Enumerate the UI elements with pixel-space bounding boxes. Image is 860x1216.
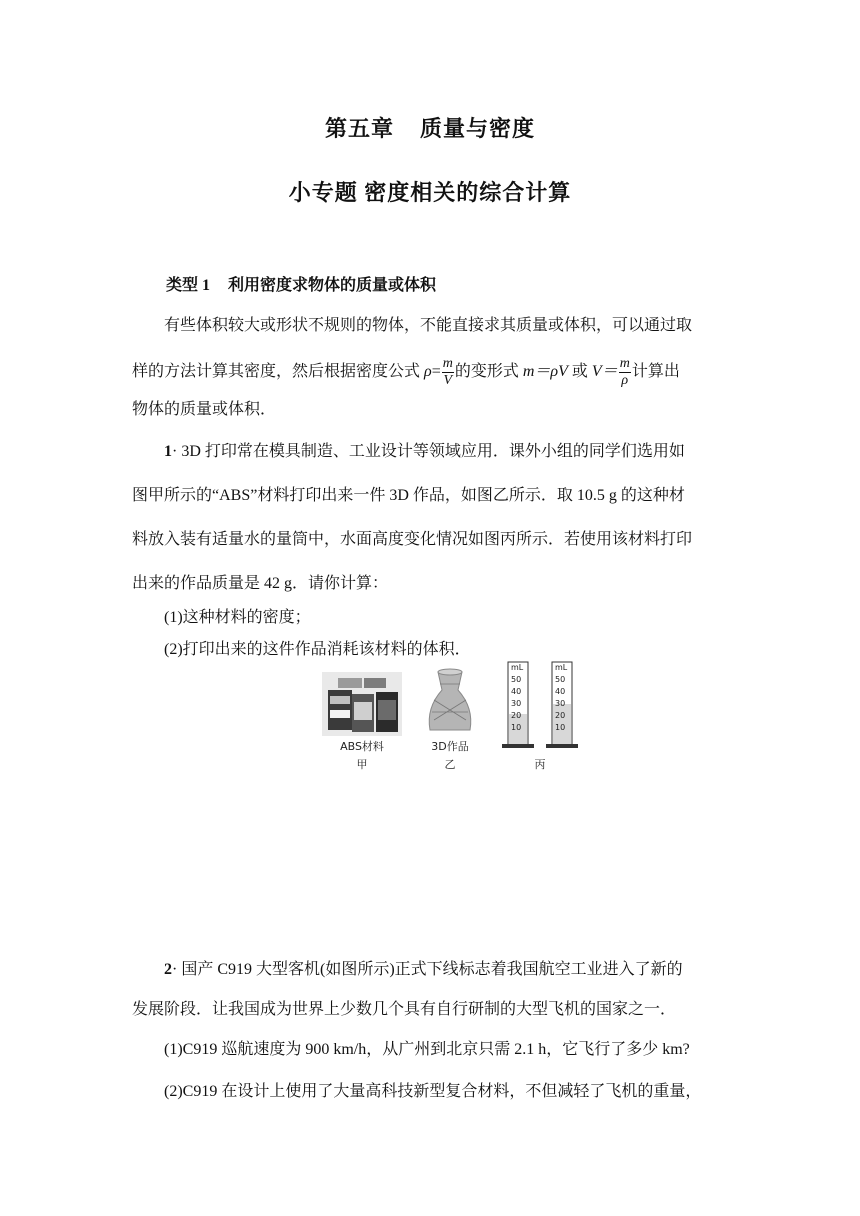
cylinder-right-tick-50: 50: [555, 675, 566, 684]
q1-line-4: 出来的作品质量是 42 g．请你计算：: [132, 575, 389, 592]
intro-line-2: [132, 356, 680, 389]
q1-sub-1: (1)这种材料的密度；: [164, 609, 311, 626]
printed-vase-image: [429, 669, 471, 730]
fraction-numerator: m: [442, 356, 453, 371]
q1-figure: [322, 660, 582, 775]
or-text: 或: [571, 363, 588, 381]
cylinder-left-tick-10: 10: [511, 723, 522, 732]
fraction-denominator: V: [443, 373, 453, 388]
intro-text-b: 的变形式: [454, 363, 519, 381]
cylinder-right-tick-10: 10: [555, 723, 566, 732]
figure-label-a: 甲: [356, 758, 368, 771]
figure-caption-a: ABS材料: [340, 740, 384, 753]
intro-text-a: 样的方法计算其密度，然后根据密度公式: [132, 363, 421, 381]
formula-mass: m＝ρV: [522, 363, 568, 381]
q2-dot: ·: [172, 961, 178, 978]
cylinder-left-unit: mL: [511, 663, 524, 672]
section-label: 类型 1: [166, 277, 211, 294]
q1-line-3: 料放入装有适量水的量筒中，水面高度变化情况如图丙所示．若使用该材料打印: [132, 531, 693, 548]
q1-text-1: 3D 打印常在模具制造、工业设计等领域应用．课外小组的同学们选用如: [181, 443, 685, 460]
section-title: 利用密度求物体的质量或体积: [228, 277, 437, 294]
cylinder-left-tick-30: 30: [511, 699, 522, 708]
chapter-title: [0, 112, 860, 143]
q1-figure-art: [322, 660, 582, 750]
q2-sub-2: (2)C919 在设计上使用了大量高科技新型复合材料，不但减轻了飞机的重量，: [164, 1083, 702, 1100]
q1-line-2: 图甲所示的“ABS”材料打印出来一件 3D 作品，如图乙所示．取 10.5 g 的这种材: [132, 487, 685, 504]
cylinder-right-tick-40: 40: [555, 687, 566, 696]
density-fraction: [442, 356, 454, 389]
q2-text-1: 国产 C919 大型客机(如图所示)正式下线标志着我国航空工业进入了新的: [181, 961, 683, 978]
figure-caption-b: 3D作品: [431, 740, 469, 753]
volume-numerator: m: [619, 356, 630, 371]
formula-volume: V＝: [591, 363, 618, 381]
figure-label-c: 丙: [534, 758, 546, 771]
equals-sign: =: [431, 363, 441, 381]
volume-denominator: ρ: [621, 373, 629, 388]
topic-title: 小专题 密度相关的综合计算: [288, 180, 572, 205]
q1-dot: ·: [172, 443, 178, 460]
cylinder-left-tick-20: 20: [511, 711, 522, 720]
q2-number: 2: [164, 961, 172, 978]
intro-line-3: 物体的质量或体积．: [132, 401, 277, 418]
q1-sub-2: (2)打印出来的这件作品消耗该材料的体积．: [164, 641, 471, 658]
q1-number: 1: [164, 443, 172, 460]
cylinder-right-tick-30: 30: [555, 699, 566, 708]
q1-line-1: [164, 438, 685, 461]
chapter-number: 第五章: [324, 116, 394, 141]
cylinder-left-tick-40: 40: [511, 687, 522, 696]
volume-fraction: [619, 356, 631, 389]
section-heading: [166, 272, 436, 295]
figure-label-b: 乙: [444, 758, 456, 771]
q2-sub-1: (1)C919 巡航速度为 900 km/h，从广州到北京只需 2.1 h，它飞行了多少 km?: [164, 1041, 690, 1058]
cylinder-right-tick-20: 20: [555, 711, 566, 720]
intro-line-1: 有些体积较大或形状不规则的物体，不能直接求其质量或体积，可以通过取: [164, 317, 693, 334]
q2-line-2: 发展阶段．让我国成为世界上少数几个具有自行研制的大型飞机的国家之一．: [132, 1001, 677, 1018]
chapter-name: 质量与密度: [420, 116, 536, 141]
q2-line-1: [164, 956, 683, 979]
abs-spools-image: [322, 672, 402, 736]
intro-text-c: 计算出: [631, 363, 680, 381]
cylinder-left-tick-50: 50: [511, 675, 522, 684]
rho-symbol: ρ: [424, 363, 432, 381]
cylinder-right-unit: mL: [555, 663, 568, 672]
